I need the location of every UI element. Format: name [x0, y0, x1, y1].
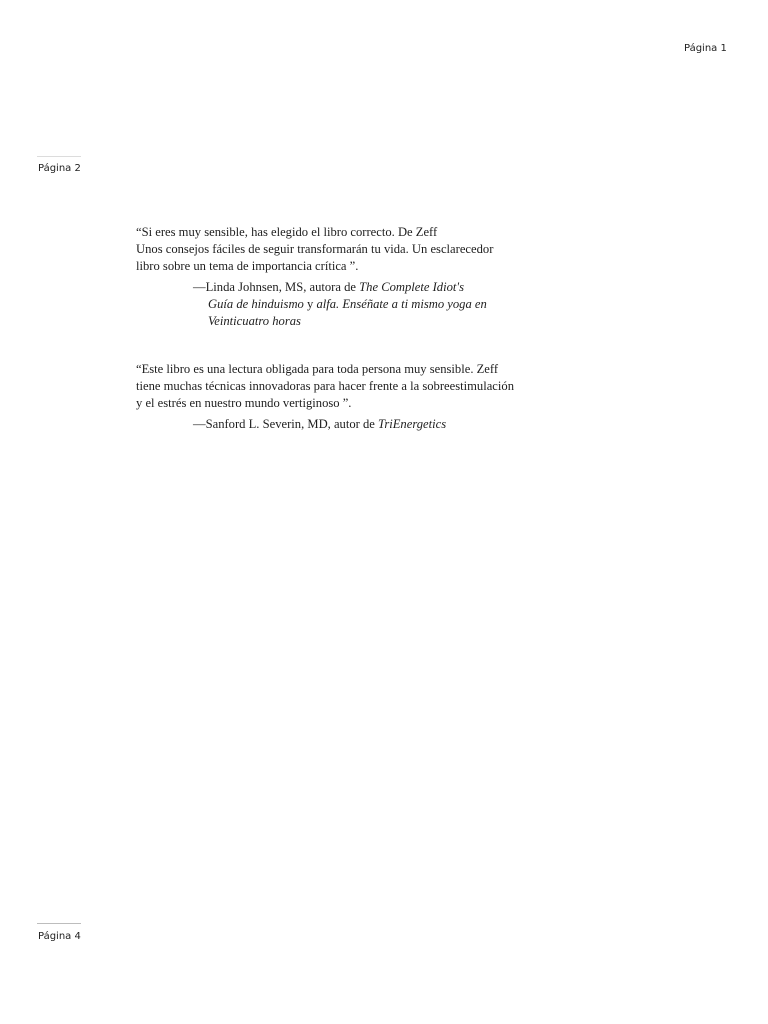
attribution-line	[193, 416, 514, 433]
quote-line: libro sobre un tema de importancia crítica ”.	[136, 259, 359, 273]
page-number-label: Página 4	[38, 931, 81, 942]
endorsement-quote	[136, 361, 514, 433]
quote-line: “Si eres muy sensible, has elegido el libro correcto. De Zeff	[136, 225, 438, 239]
page-divider	[37, 156, 81, 157]
attribution-line	[193, 279, 493, 296]
attribution-line	[193, 296, 493, 313]
attribution-line	[193, 313, 493, 330]
book-title: alfa. Enséñate a ti mismo yoga en	[316, 297, 487, 311]
book-title: Guía de hinduismo	[208, 297, 304, 311]
book-title: TriEnergetics	[378, 417, 447, 431]
attribution-author: —Linda Johnsen, MS, autora de	[193, 280, 360, 294]
quote-line: Unos consejos fáciles de seguir transformarán tu vida. Un esclarecedor	[136, 242, 494, 256]
page-number-label: Página 2	[38, 163, 81, 174]
quote-line: tiene muchas técnicas innovadoras para hacer frente a la sobreestimulación	[136, 379, 514, 393]
quote-line: “Este libro es una lectura obligada para toda persona muy sensible. Zeff	[136, 362, 499, 376]
quote-attribution	[136, 416, 514, 433]
attribution-author: —Sanford L. Severin, MD, autor de	[193, 417, 379, 431]
quote-attribution	[136, 279, 493, 330]
book-title: The Complete Idiot's	[359, 280, 464, 294]
quote-line: y el estrés en nuestro mundo vertiginoso ”.	[136, 396, 352, 410]
book-title: Veinticuatro horas	[208, 314, 301, 328]
attribution-connector: y	[303, 297, 317, 311]
page-number-label: Página 1	[684, 43, 727, 54]
page-divider	[37, 923, 81, 924]
endorsement-quote	[136, 224, 493, 330]
